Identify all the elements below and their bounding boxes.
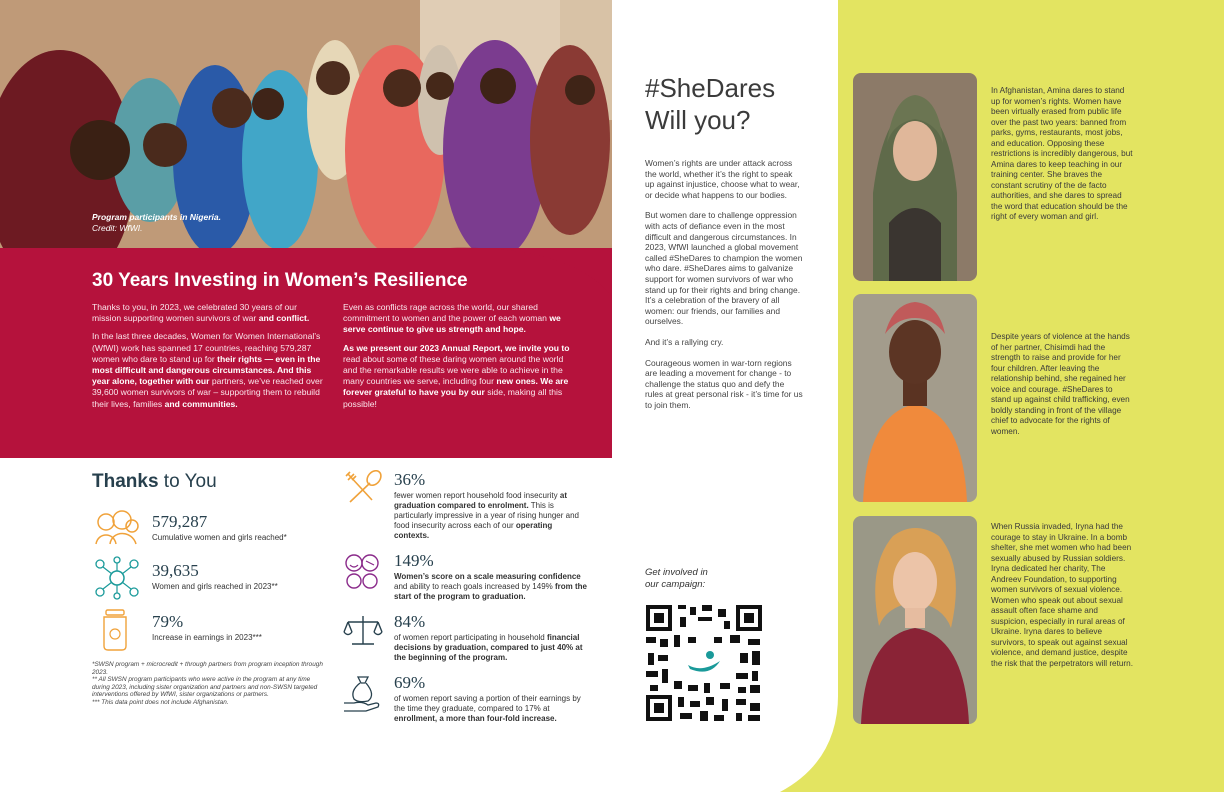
stat-desc-text: from the start of the program to graduation.: [394, 582, 587, 601]
caption-credit: Credit: WfWI.: [92, 223, 143, 233]
group-of-women-icon: [92, 508, 142, 548]
resilience-paragraph: [343, 302, 579, 336]
resilience-text: partners, we’ve reached over 39,600 women survivors of war – supporting them to rebuild their lives, families: [92, 376, 323, 409]
stat-desc-bold: at graduation compared to enrolment.: [394, 491, 568, 510]
portrait-amina: [853, 73, 977, 281]
shedares-title-line: #SheDares: [645, 73, 776, 103]
get-involved-text: Get involved in: [645, 567, 708, 578]
story-chisimdi: Despite years of violence at the hands of her partner, Chisimdi had the strength to raise and provide for her four children. After leaving the relationship behind, she regained her voice and courage. #SheDares to stand up against child trafficking, even boldly standing in front of the village chief to advocate for the rights of women.: [991, 332, 1130, 436]
footnote: *SWSN program + microcredit + through partners from program inception through 2023.: [92, 661, 323, 676]
resilience-text-bold: and communities.: [164, 398, 238, 409]
stat-earnings: [92, 608, 322, 652]
thanks-title: [92, 471, 217, 493]
portrait-illustration: [853, 516, 977, 724]
stat-desc-text: This is particularly impressive in a year of rising hunger and food insecurity across each of our: [394, 501, 579, 530]
get-involved-text: our campaign:: [645, 579, 706, 590]
stat-value: 39,635: [152, 561, 199, 580]
shedares-paragraph: [645, 210, 803, 327]
shedares-paragraph: Women’s rights are under attack across the world, whether it’s the right to speak up against injustice, choose what to wear, or decide what happens to our bodies.: [645, 158, 800, 200]
shedares-text: It’s a celebration of the bravery of all women: our friends, our families and ourselves.: [645, 295, 780, 327]
stat-value: 69%: [394, 673, 426, 692]
savings-jar-icon: [92, 608, 142, 652]
resilience-column-right: [343, 302, 579, 417]
stat-value: 79%: [152, 612, 184, 631]
resilience-paragraph: [343, 343, 579, 410]
stat-savings: [342, 673, 587, 725]
stat-value: 579,287: [152, 512, 208, 531]
stat-value: 84%: [394, 612, 426, 631]
stat-cumulative-reach: [92, 508, 322, 548]
stat-desc-text: of women report saving a portion of their earnings: [394, 694, 571, 703]
stat-description: [394, 491, 589, 541]
resilience-text-bold: new ones. We are forever grateful to have you by our: [343, 376, 569, 398]
thanks-title-rest: to You: [158, 471, 217, 492]
portrait-illustration: [853, 73, 977, 281]
shedares-paragraph: And it’s a rallying cry.: [645, 336, 724, 347]
stat-desc-text: by the time they graduate, compared to 17% at: [394, 694, 581, 713]
footnotes: [92, 661, 324, 707]
stat-desc-text: of women report participating in household: [394, 633, 545, 642]
stat-value: 36%: [394, 470, 426, 489]
resilience-paragraph: [92, 302, 328, 324]
shedares-text: But women dare to challenge oppression with acts of defiance even in the most difficult and dangerous circumstances. In 2023, WfWI launched a global movement called #SheDares to champion the women who dare. #SheDares aims to galvanize support for women survivors of war who stand up for their rights and bring change.: [645, 210, 803, 295]
stat-description: [394, 633, 589, 663]
stat-description: Increase in earnings in 2023***: [152, 633, 262, 642]
emoji-confidence-icon: [342, 551, 384, 591]
get-involved-label: [645, 567, 708, 591]
portrait-illustration: [853, 294, 977, 502]
stat-description: [394, 694, 589, 724]
portrait-chisimdi: [853, 294, 977, 502]
resilience-text: Thanks to you, in 2023, we celebrated 30 years of our mission supporting women survivors of war: [92, 302, 297, 324]
resilience-title: 30 Years Investing in Women’s Resilience: [92, 270, 468, 291]
stat-desc-bold: enrollment, a more than four-fold increase.: [394, 714, 557, 723]
stat-reached-2023: [92, 556, 322, 600]
resilience-text: In the last three decades, Women for Women International’s (WfWI) work has spanned 17 countries, reaching 579,287 women who dare to stand up for: [92, 331, 321, 364]
stat-description: Cumulative women and girls reached*: [152, 533, 287, 542]
network-icon: [92, 556, 142, 600]
hero-photo: [0, 0, 612, 250]
story-amina: In Afghanistan, Amina dares to stand up for women’s rights. Women have been virtually erased from public life over the past two years: banned from parks, gyms, restaurants, most jobs, and education. Opposing these restrictions is incredibly dangerous, but Amina dares to keep teaching in our training center. She braves the constant scrutiny of the de facto authorities, and she dares to spread the word that education should be the right of every woman and girl.: [991, 86, 1133, 221]
portrait-iryna: [853, 516, 977, 724]
resilience-text: read about some of these daring women around the world and the remarkable results we were able to achieve in the many countries we serve, including four: [343, 353, 564, 387]
stat-description: Women and girls reached in 2023**: [152, 582, 278, 591]
stat-desc-text: Women’s score on a scale measuring confidence: [394, 572, 581, 581]
balance-scale-icon: [342, 612, 384, 648]
resilience-paragraph: [92, 331, 328, 409]
photo-caption: [92, 212, 221, 234]
resilience-text: side, making all this possible!: [343, 387, 563, 409]
stat-desc-bold: financial decisions by graduation, compared to: [394, 633, 580, 652]
shedares-body: [645, 158, 803, 420]
stat-confidence: [342, 551, 587, 603]
fork-spoon-icon: [342, 470, 384, 506]
shedares-title: [645, 72, 775, 136]
qr-code[interactable]: [644, 603, 764, 723]
shedares-title-line: Will you?: [645, 105, 751, 135]
resilience-text-bold: we serve continue to give us strength and hope.: [343, 313, 561, 335]
shedares-paragraph: Courageous women in war-torn regions are leading a movement for change - to challenge the status quo and defy the rules at great personal risk - it’s time for us to join them.: [645, 357, 803, 410]
stat-food-insecurity: [342, 470, 587, 540]
stat-desc-text: fewer women report household food insecurity: [394, 491, 558, 500]
footnote: *** This data point does not include Afghanistan.: [92, 698, 229, 706]
resilience-text-bold: and conflict.: [258, 313, 310, 324]
stat-value: 149%: [394, 551, 434, 570]
money-bag-hand-icon: [342, 673, 384, 713]
stat-desc-bold: operating contexts.: [394, 521, 553, 540]
thanks-title-bold: Thanks: [92, 471, 159, 492]
resilience-text: Even as conflicts rage across the world, our shared commitment to women and the power of each woman: [343, 302, 547, 324]
footnote: ** All SWSN program participants who were active in the program at any time during 2023, including sister organization and partners and non-SWSN targeted interventions offered by WfWI, sister organizations or partners.: [92, 676, 318, 699]
caption-title: Program participants in Nigeria.: [92, 212, 221, 222]
stat-desc-text: and ability to reach goals increased by 149%: [394, 582, 553, 591]
resilience-text-bold: their rights — even in the most difficult and dangerous circumstances. And this year alone, together with our: [92, 353, 321, 387]
red-band-top-curve: [450, 238, 612, 298]
stat-financial-decisions: [342, 612, 587, 664]
resilience-text-bold: As we present our 2023 Annual Report, we invite you to: [343, 342, 570, 353]
story-iryna: When Russia invaded, Iryna had the courage to stay in Ukraine. In a bomb shelter, she met women who had been sexually abused by Russian soldiers. Iryna dedicated her charity, The Andreev Foundation, to supporting women survivors of sexual violence. Women who speak out about sexual assault often face shame and suspicion, especially in rural areas of Ukraine. Iryna dares to believe survivors, to speak out against sexual violence, and demand justice, despite the risk that the perpetrators will return.: [991, 522, 1133, 668]
stat-description: [394, 572, 589, 602]
resilience-column-left: [92, 302, 328, 417]
stat-desc-bold: just 40% at the beginning of the program.: [394, 643, 583, 662]
